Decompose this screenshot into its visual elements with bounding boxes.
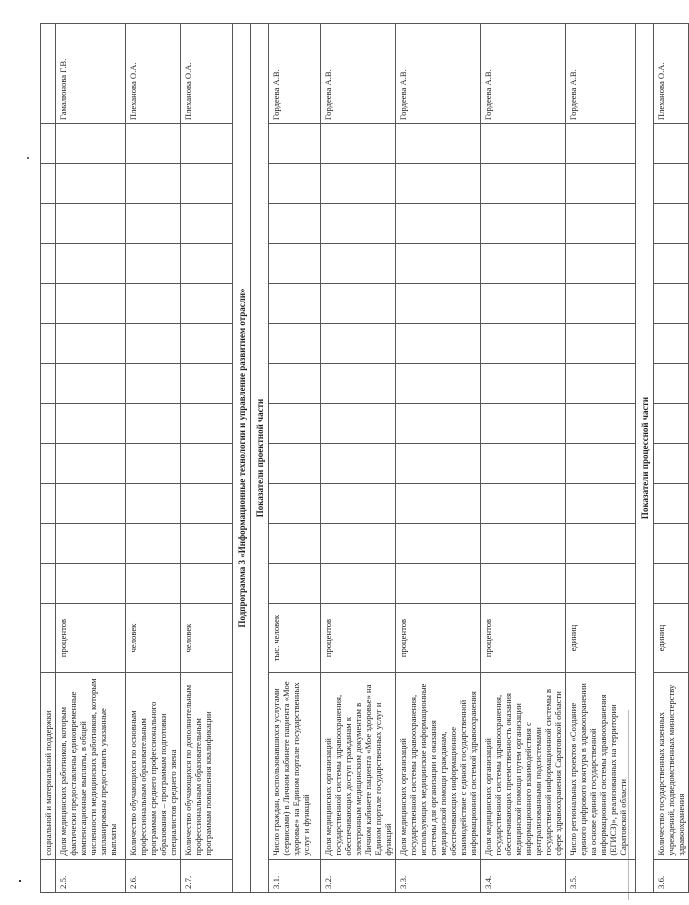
- row-number: 3.1.: [269, 859, 321, 892]
- indicator-name: Доля медицинских работников, которым фактически предоставлены единовременные компенсационные выплаты, в общей численности медицинских работников, которым запланированы предоставить указанные выплаты: [56, 672, 126, 859]
- indicator-name: Доля медицинских организаций государственной системы здравоохранения, обеспечивающих преемственность оказания медицинской помощи путем организации информационного взаимодействия с централизованными подсистемами государственной информационной системы в сфере здравоохранения Саратовской области: [481, 672, 566, 859]
- indicator-name: социальной и материальной поддержки: [41, 672, 56, 859]
- table-row: [126, 24, 181, 893]
- indicator-name: Доля медицинских организаций государственной системы здравоохранения, использующих медицинские информационные системы для организации и оказания медицинской помощи гражданам, обеспечивающих информационное взаимодействие с единой государственной информационной системой здравоохранения: [396, 672, 481, 859]
- table-row: [321, 24, 396, 893]
- table-row: [566, 24, 636, 893]
- responsible-cell: Гамалюнова Г.В.: [56, 24, 126, 124]
- table-row: [481, 24, 566, 893]
- table-row: [654, 24, 689, 893]
- row-number: 3.2.: [321, 859, 396, 892]
- unit-cell: тыс. человек: [269, 604, 321, 673]
- table-row: [56, 24, 126, 893]
- responsible-cell: Плеханова О.А.: [126, 24, 181, 124]
- unit-cell: человек: [126, 604, 181, 673]
- rotated-indicator-table: [40, 23, 686, 893]
- responsible-cell: Гордеева А.В.: [396, 24, 481, 124]
- unit-cell: процентов: [396, 604, 481, 673]
- indicator-name: Число граждан, воспользовавшихся услугами (сервисами) в Личном кабинете пациента «Мое здоровье» на Едином портале государственных услуг и функций: [269, 672, 321, 859]
- table-row: [181, 24, 233, 893]
- row-number: 2.6.: [126, 859, 181, 892]
- responsible-cell: Гордеева А.В.: [269, 24, 321, 124]
- responsible-cell: [41, 24, 56, 124]
- indicator-name: Количество государственных казенных учреждений, подведомственных министерству здравоохранения: [654, 672, 689, 859]
- indicator-name: Доля медицинских организаций государственной системы здравоохранения, обеспечивающих доступ гражданам к электронным медицинским документам в Личном кабинете пациента «Мое здоровье» на Едином портале государственных услуг и функций: [321, 672, 396, 859]
- subprogram-row: [233, 24, 251, 893]
- table-row: [269, 24, 321, 893]
- section-row: [636, 24, 654, 893]
- row-number: 2.5.: [56, 859, 126, 892]
- indicators-table: [40, 23, 689, 893]
- process-section-title: Показатели процессной части: [636, 24, 654, 893]
- row-number: 2.7.: [181, 859, 233, 892]
- scan-dot: [19, 880, 21, 882]
- indicator-name: Количество обучающихся по дополнительным профессиональным образовательным программам повышения квалификации: [181, 672, 233, 859]
- row-number: 3.3.: [396, 859, 481, 892]
- project-section-title: Показатели проектной части: [251, 24, 269, 893]
- unit-cell: человек: [181, 604, 233, 673]
- indicator-name: Число региональных проектов «Создание единого цифрового контура в здравоохранении на основе единой государственной информационной системы здравоохранения (ЕГИСЗ)», реализованных на территории Саратовской области: [566, 672, 636, 859]
- responsible-cell: Гордеева А.В.: [566, 24, 636, 124]
- table-row: [396, 24, 481, 893]
- unit-cell: единиц: [566, 604, 636, 673]
- row-number: 3.6.: [654, 859, 689, 892]
- section-row: [251, 24, 269, 893]
- subprogram-title: Подпрограмма 3 «Информационные технологии и управление развитием отрасли»: [233, 24, 251, 893]
- responsible-cell: Плеханова О.А.: [181, 24, 233, 124]
- unit-cell: процентов: [481, 604, 566, 673]
- responsible-cell: Плеханова О.А.: [654, 24, 689, 124]
- responsible-cell: Гордеева А.В.: [481, 24, 566, 124]
- row-number: 3.4.: [481, 859, 566, 892]
- table-row: [41, 24, 56, 893]
- scan-dot: [27, 157, 29, 159]
- unit-cell: процентов: [321, 604, 396, 673]
- indicator-name: Количество обучающихся по основным профессиональным образовательным программам среднего профессионального образования – программам подготовки специалистов среднего звена: [126, 672, 181, 859]
- responsible-cell: Гордеева А.В.: [321, 24, 396, 124]
- unit-cell: [41, 604, 56, 673]
- unit-cell: единиц: [654, 604, 689, 673]
- unit-cell: процентов: [56, 604, 126, 673]
- row-number: 3.5.: [566, 859, 636, 892]
- row-number: [41, 859, 56, 892]
